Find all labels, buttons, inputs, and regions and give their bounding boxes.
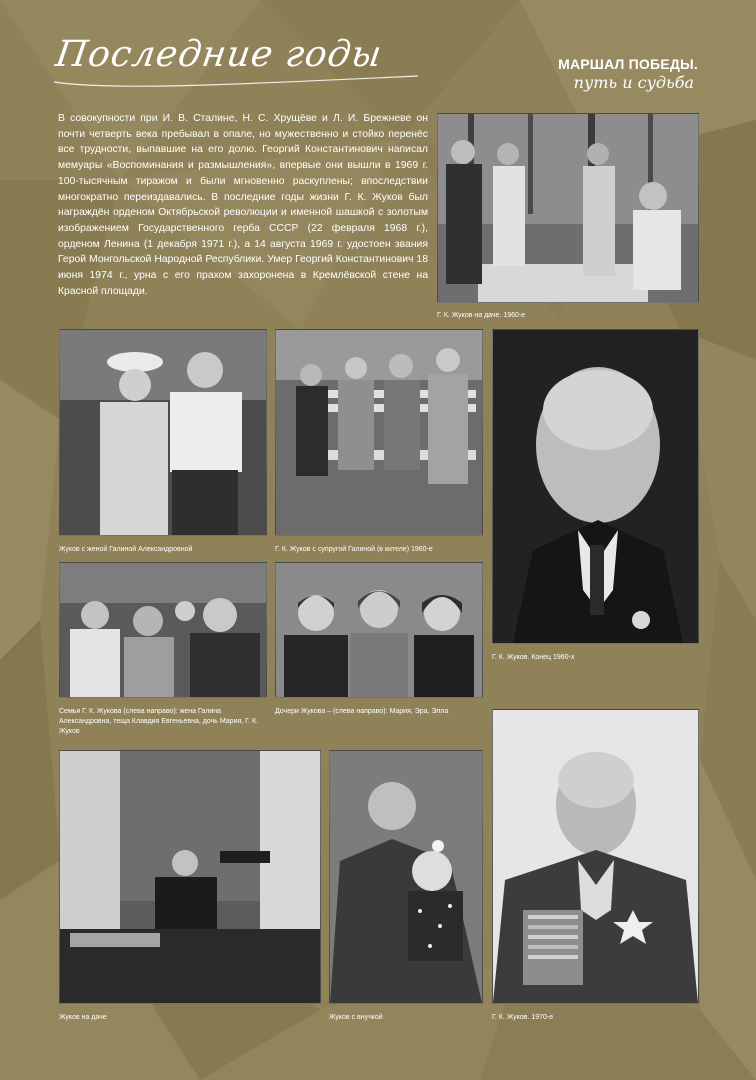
brand-title: МАРШАЛ ПОБЕДЫ.: [558, 56, 698, 72]
brand-block: [558, 56, 698, 92]
photo-family: [59, 562, 267, 698]
caption-with-granddaughter: Жуков с внучкой: [329, 1014, 383, 1021]
photo-at-dacha-desk: [59, 750, 321, 1004]
photo-daughters: [275, 562, 483, 698]
caption-bench-with-spouse: Г. К. Жуков с супругой Галиной (в кителе) 1960-е: [275, 546, 433, 553]
photo-bench-with-spouse: [275, 329, 483, 536]
photo-dacha-group: [437, 113, 699, 303]
caption-portrait-1970s: Г. К. Жуков. 1970-е: [492, 1014, 554, 1021]
caption-at-dacha-desk: Жуков на даче: [59, 1014, 107, 1021]
photo-portrait-1970s: [492, 709, 699, 1004]
caption-portrait-late-1960s: Г. К. Жуков. Конец 1960-х: [492, 654, 575, 661]
photo-with-granddaughter: [329, 750, 483, 1004]
photo-with-wife: [59, 329, 267, 536]
page-title: Последние годы: [53, 34, 385, 75]
caption-dacha-group: Г. К. Жуков на даче. 1960-е: [437, 312, 526, 319]
brand-subtitle: путь и судьба: [573, 73, 694, 92]
caption-daughters: Дочери Жукова – (слева направо): Мария, Эра, Элла: [275, 708, 449, 715]
intro-paragraph: В совокупности при И. В. Сталине, Н. С. Хрущёве и Л. И. Брежневе он почти четверть века пребывал в опале, но мужественно и стойко перенёс все трудности, выпавшие на его долю. Георгий Константинович написал мемуары «Воспоминания и размышления», впервые они вышли в 1969 г. 100-тысячным тиражом и были мгновенно раскуплены; впоследствии многократно переиздавались. В последние годы жизни Г. К. Жуков был награждён орденом Октябрьской революции и именной шашкой с золотым изображением Государственного герба СССР (22 февраля 1968 г.), орденом Ленина (1 декабря 1971 г.), а 14 августа 1969 г. удостоен звания Герой Монгольской Народной Республики. Умер Георгий Константинович 18 июня 1974 г., урна с его прахом захоронена в Кремлёвской стене на Красной площади.: [58, 113, 428, 297]
caption-with-wife: Жуков с женой Галиной Александровной: [59, 546, 193, 553]
photo-portrait-late-1960s: [492, 329, 699, 644]
caption-family: Семья Г. К. Жукова (слева направо): жена Галина Александровна, теща Клавдия Евгеньевна, дочь Мария, Г. К. Жуков: [59, 708, 258, 735]
